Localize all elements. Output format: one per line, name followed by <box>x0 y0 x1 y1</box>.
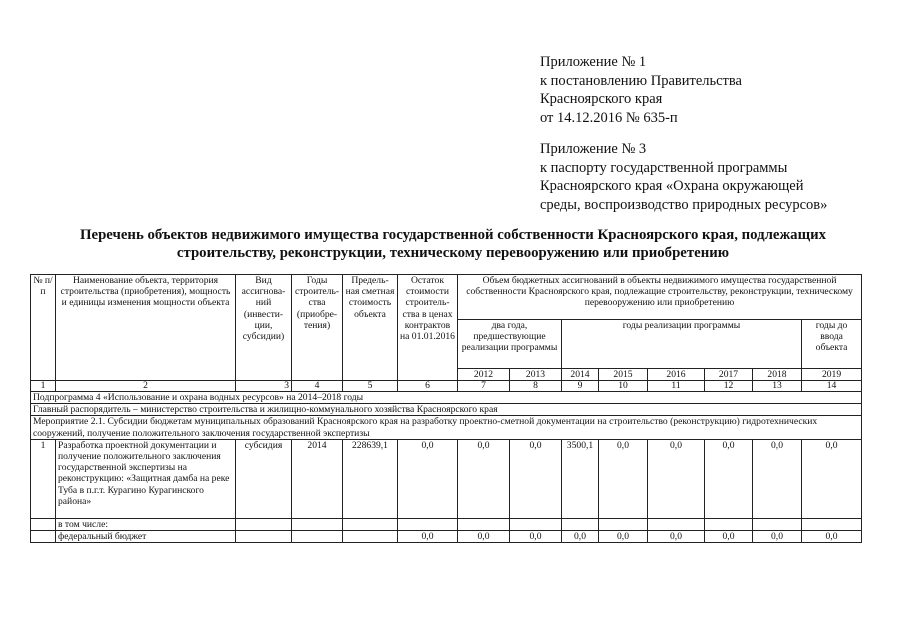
appendix-3-line: Красноярского края «Охрана окружающей <box>540 178 804 194</box>
header-kind: Вид ассигнова-ний (инвести-ции, субсидии) <box>236 275 292 381</box>
appendix-3-block <box>540 140 827 214</box>
header-name: Наименование объекта, территория строительства (приобретения), мощность и единицы изменения мощности объекта <box>56 275 236 381</box>
empty-cell <box>343 518 398 530</box>
header-impl-years: годы реализации программы <box>562 320 802 369</box>
appendix-3-line: среды, воспроизводство природных ресурсов» <box>540 196 828 213</box>
year-cell: 2017 <box>705 369 753 381</box>
manager-title: Главный распорядитель – министерство строительства и жилищно-коммунального хозяйства Красноярского края <box>31 404 862 416</box>
column-number: 14 <box>802 381 862 392</box>
table-row <box>31 518 862 530</box>
column-number: 1 <box>31 381 56 392</box>
subprogram-row <box>31 392 862 404</box>
object-name: Разработка проектной документации и получение положительного заключения государственной экспертизы на реконструкцию: «Защитная дамба на реке Туба в п.г.т. Курагино Курагинского района» <box>56 439 236 518</box>
value-cell: 0,0 <box>648 439 705 518</box>
empty-cell <box>705 518 753 530</box>
column-number: 7 <box>458 381 510 392</box>
empty-cell <box>31 518 56 530</box>
year-cell: 2019 <box>802 369 862 381</box>
table-row <box>31 439 862 518</box>
appendix-1-line: к постановлению Правительства <box>540 72 742 89</box>
estimated-cost: 228639,1 <box>343 439 398 518</box>
value-cell: 0,0 <box>398 439 458 518</box>
appendix-1-line: от 14.12.2016 № 635-п <box>540 109 678 126</box>
title-line: строительству, реконструкции, техническому перевооружению или приобретению <box>176 245 730 261</box>
column-number: 12 <box>705 381 753 392</box>
value-cell: 0,0 <box>510 439 562 518</box>
column-number: 8 <box>510 381 562 392</box>
table-row <box>31 531 862 543</box>
title-line: Перечень объектов недвижимого имущества государственной собственности Красноярского края, подлежащих <box>80 227 826 243</box>
column-number: 10 <box>599 381 648 392</box>
appendix-3-line: к паспорту государственной программы <box>540 159 788 176</box>
empty-cell <box>398 518 458 530</box>
empty-cell <box>343 531 398 543</box>
year-cell: 2012 <box>458 369 510 381</box>
empty-cell <box>292 518 343 530</box>
row-number: 1 <box>31 439 56 518</box>
empty-cell <box>292 531 343 543</box>
year-cell: 2013 <box>510 369 562 381</box>
header-row <box>31 275 862 320</box>
federal-budget-label: федеральный бюджет <box>56 531 236 543</box>
value-cell: 0,0 <box>753 531 802 543</box>
empty-cell <box>802 518 862 530</box>
value-cell: 0,0 <box>458 531 510 543</box>
year-cell: 2016 <box>648 369 705 381</box>
value-cell: 0,0 <box>458 439 510 518</box>
value-cell: 0,0 <box>802 439 862 518</box>
value-cell: 0,0 <box>705 439 753 518</box>
empty-cell <box>562 518 599 530</box>
value-cell: 0,0 <box>705 531 753 543</box>
column-number: 4 <box>292 381 343 392</box>
empty-cell <box>236 518 292 530</box>
manager-row <box>31 404 862 416</box>
column-number: 5 <box>343 381 398 392</box>
header-rest: Остаток стоимости строитель-ства в ценах контрактов на 01.01.2016 <box>398 275 458 381</box>
empty-cell <box>510 518 562 530</box>
column-number: 3 <box>236 381 292 392</box>
empty-cell <box>236 531 292 543</box>
value-cell: 0,0 <box>802 531 862 543</box>
value-cell: 0,0 <box>398 531 458 543</box>
column-number: 11 <box>648 381 705 392</box>
appendix-3-line: Приложение № 3 <box>540 141 647 157</box>
header-cost: Предель-ная сметная стоимость объекта <box>343 275 398 381</box>
measure-title: Мероприятие 2.1. Субсидии бюджетам муниципальных образований Красноярского края на разработку проектно-сметной документации на строительство (реконструкцию) гидротехнических сооружений, получение положительного заключения государственной экспертизы <box>31 416 862 439</box>
column-number: 2 <box>56 381 236 392</box>
value-cell: 0,0 <box>648 531 705 543</box>
assignment-kind: субсидия <box>236 439 292 518</box>
empty-cell <box>458 518 510 530</box>
construction-year: 2014 <box>292 439 343 518</box>
value-cell: 0,0 <box>562 531 599 543</box>
empty-cell <box>753 518 802 530</box>
document-title <box>20 226 886 262</box>
column-number: 6 <box>398 381 458 392</box>
header-prev-years: два года, предшествующие реализации программы <box>458 320 562 369</box>
year-cell: 2018 <box>753 369 802 381</box>
column-number: 9 <box>562 381 599 392</box>
year-cell: 2015 <box>599 369 648 381</box>
including-label: в том числе: <box>56 518 236 530</box>
header-no: № п/п <box>31 275 56 381</box>
year-cell: 2014 <box>562 369 599 381</box>
empty-cell <box>599 518 648 530</box>
objects-table <box>30 274 862 543</box>
empty-cell <box>31 531 56 543</box>
appendix-1-block <box>540 53 742 127</box>
column-number: 13 <box>753 381 802 392</box>
value-cell: 0,0 <box>599 531 648 543</box>
value-cell: 0,0 <box>599 439 648 518</box>
value-cell: 3500,1 <box>562 439 599 518</box>
header-volume: Объем бюджетных ассигнований в объекты недвижимого имущества государственной собственности Красноярского края, подлежащие строительству, реконструкции, техническому перевооружению или приобретению <box>458 275 862 320</box>
value-cell: 0,0 <box>510 531 562 543</box>
value-cell: 0,0 <box>753 439 802 518</box>
subprogram-title: Подпрограмма 4 «Использование и охрана водных ресурсов» на 2014–2018 годы <box>31 392 862 404</box>
measure-row <box>31 416 862 439</box>
empty-cell <box>648 518 705 530</box>
appendix-1-line: Приложение № 1 <box>540 54 647 70</box>
column-number-row <box>31 381 862 392</box>
appendix-1-line: Красноярского края <box>540 91 663 107</box>
header-years: Годы строитель-ства (приобре-тения) <box>292 275 343 381</box>
header-input-years: годы до ввода объекта <box>802 320 862 369</box>
